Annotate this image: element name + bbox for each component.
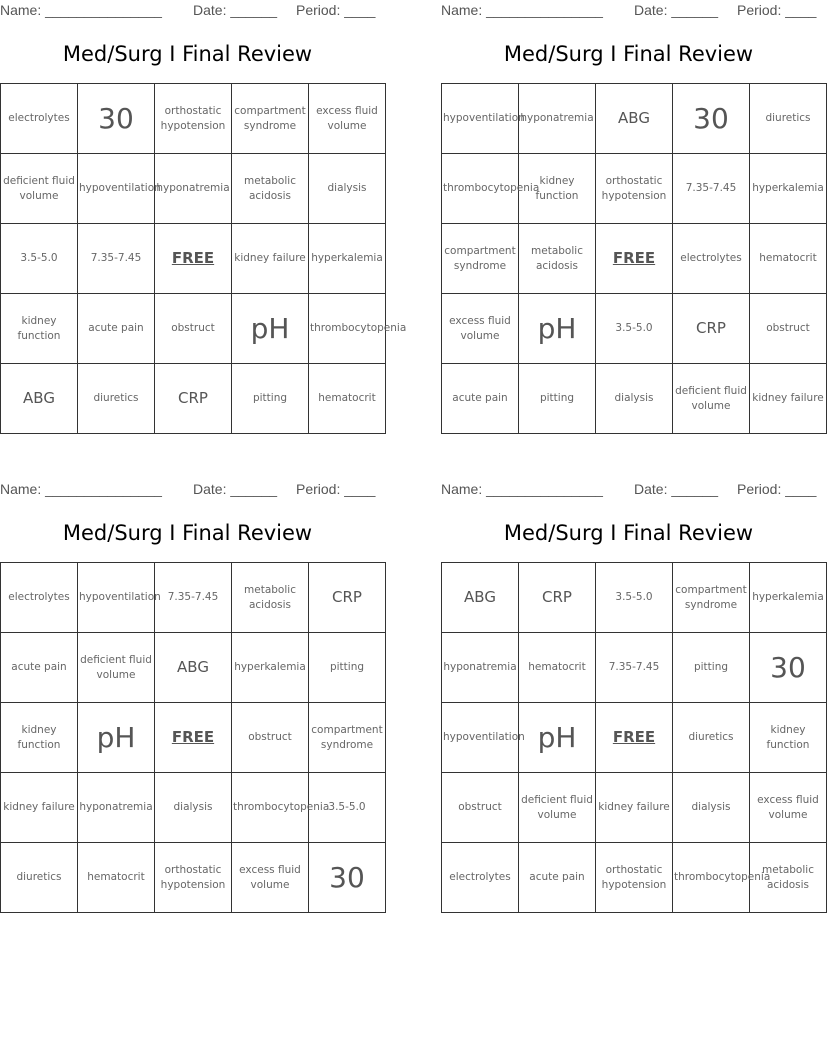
bingo-cell[interactable]: pH: [232, 294, 309, 364]
bingo-cell[interactable]: electrolytes: [442, 843, 519, 913]
bingo-cell[interactable]: 7.35-7.45: [673, 154, 750, 224]
bingo-cell[interactable]: acute pain: [442, 364, 519, 434]
bingo-cell[interactable]: pitting: [673, 633, 750, 703]
date-field[interactable]: Date: ______: [634, 481, 719, 497]
bingo-cell[interactable]: hematocrit: [750, 224, 827, 294]
bingo-cell[interactable]: hematocrit: [309, 364, 386, 434]
bingo-cell[interactable]: pitting: [309, 633, 386, 703]
bingo-cell[interactable]: kidney function: [519, 154, 596, 224]
bingo-cell[interactable]: compartment syndrome: [309, 703, 386, 773]
bingo-cell[interactable]: deficient fluid volume: [78, 633, 155, 703]
bingo-cell[interactable]: 7.35-7.45: [155, 563, 232, 633]
bingo-cell[interactable]: 3.5-5.0: [596, 563, 673, 633]
bingo-cell[interactable]: orthostatic hypotension: [596, 154, 673, 224]
bingo-cell[interactable]: kidney failure: [750, 364, 827, 434]
bingo-cell[interactable]: compartment syndrome: [442, 224, 519, 294]
bingo-cell[interactable]: dialysis: [309, 154, 386, 224]
bingo-cell[interactable]: 30: [750, 633, 827, 703]
bingo-cell[interactable]: 3.5-5.0: [596, 294, 673, 364]
name-field[interactable]: Name: _______________: [441, 481, 603, 497]
bingo-cell[interactable]: excess fluid volume: [442, 294, 519, 364]
bingo-cell[interactable]: 30: [78, 84, 155, 154]
bingo-cell[interactable]: compartment syndrome: [673, 563, 750, 633]
date-field[interactable]: Date: ______: [193, 2, 278, 18]
bingo-cell[interactable]: 30: [673, 84, 750, 154]
bingo-cell[interactable]: metabolic acidosis: [232, 563, 309, 633]
bingo-cell[interactable]: dialysis: [155, 773, 232, 843]
bingo-cell[interactable]: diuretics: [750, 84, 827, 154]
bingo-cell[interactable]: excess fluid volume: [309, 84, 386, 154]
name-field[interactable]: Name: _______________: [441, 2, 603, 18]
card-header: [441, 479, 816, 501]
bingo-cell[interactable]: acute pain: [78, 294, 155, 364]
bingo-cell[interactable]: CRP: [309, 563, 386, 633]
bingo-cell[interactable]: pH: [78, 703, 155, 773]
bingo-cell[interactable]: kidney failure: [596, 773, 673, 843]
period-field[interactable]: Period: ____: [296, 2, 376, 18]
bingo-cell[interactable]: orthostatic hypotension: [155, 84, 232, 154]
bingo-cell[interactable]: hyponatremia: [519, 84, 596, 154]
free-cell[interactable]: FREE: [596, 224, 673, 294]
bingo-cell[interactable]: dialysis: [673, 773, 750, 843]
bingo-cell[interactable]: kidney function: [1, 703, 78, 773]
bingo-cell[interactable]: kidney function: [1, 294, 78, 364]
bingo-cell[interactable]: hyponatremia: [155, 154, 232, 224]
bingo-cell[interactable]: thrombocytopenia: [309, 294, 386, 364]
bingo-cell[interactable]: hematocrit: [519, 633, 596, 703]
bingo-cell[interactable]: obstruct: [442, 773, 519, 843]
bingo-cell[interactable]: kidney failure: [1, 773, 78, 843]
bingo-cell[interactable]: metabolic acidosis: [750, 843, 827, 913]
bingo-cell[interactable]: orthostatic hypotension: [155, 843, 232, 913]
bingo-cell[interactable]: diuretics: [673, 703, 750, 773]
bingo-cell[interactable]: pitting: [232, 364, 309, 434]
bingo-grid: [0, 562, 386, 913]
period-field[interactable]: Period: ____: [296, 481, 376, 497]
bingo-cell[interactable]: 3.5-5.0: [309, 773, 386, 843]
bingo-cell[interactable]: obstruct: [750, 294, 827, 364]
bingo-cell[interactable]: hyperkalemia: [232, 633, 309, 703]
period-field[interactable]: Period: ____: [737, 2, 817, 18]
bingo-cell[interactable]: hyperkalemia: [750, 563, 827, 633]
card-header: [0, 0, 375, 22]
bingo-cell[interactable]: acute pain: [1, 633, 78, 703]
bingo-grid: [441, 562, 827, 913]
card-title: Med/Surg I Final Review: [503, 521, 754, 545]
bingo-cell[interactable]: diuretics: [78, 364, 155, 434]
bingo-cell[interactable]: 3.5-5.0: [1, 224, 78, 294]
bingo-cell[interactable]: electrolytes: [673, 224, 750, 294]
bingo-cell[interactable]: metabolic acidosis: [519, 224, 596, 294]
bingo-cell[interactable]: hypoventilation: [442, 703, 519, 773]
bingo-cell[interactable]: thrombocytopenia: [232, 773, 309, 843]
bingo-cell[interactable]: ABG: [596, 84, 673, 154]
bingo-cell[interactable]: hypoventilation: [78, 563, 155, 633]
bingo-cell[interactable]: acute pain: [519, 843, 596, 913]
bingo-cell[interactable]: excess fluid volume: [750, 773, 827, 843]
bingo-cell[interactable]: diuretics: [1, 843, 78, 913]
bingo-cell[interactable]: pH: [519, 294, 596, 364]
bingo-cell[interactable]: 30: [309, 843, 386, 913]
bingo-cell[interactable]: hypoventilation: [442, 84, 519, 154]
bingo-cell[interactable]: CRP: [155, 364, 232, 434]
bingo-card-1: [0, 0, 407, 407]
bingo-cell[interactable]: pitting: [519, 364, 596, 434]
bingo-cell[interactable]: thrombocytopenia: [442, 154, 519, 224]
bingo-grid: [441, 83, 827, 434]
bingo-cell[interactable]: deficient fluid volume: [519, 773, 596, 843]
bingo-cell[interactable]: deficient fluid volume: [1, 154, 78, 224]
bingo-cell[interactable]: hyperkalemia: [750, 154, 827, 224]
bingo-cell[interactable]: metabolic acidosis: [232, 154, 309, 224]
period-field[interactable]: Period: ____: [737, 481, 817, 497]
bingo-cell[interactable]: hyponatremia: [78, 773, 155, 843]
card-header: [0, 479, 375, 501]
bingo-cell[interactable]: excess fluid volume: [232, 843, 309, 913]
bingo-cell[interactable]: hematocrit: [78, 843, 155, 913]
bingo-cell[interactable]: thrombocytopenia: [673, 843, 750, 913]
bingo-card-3: [0, 479, 383, 894]
card-title: Med/Surg I Final Review: [62, 42, 313, 66]
bingo-cell[interactable]: kidney failure: [232, 224, 309, 294]
bingo-grid: [0, 83, 407, 434]
bingo-cell[interactable]: hyponatremia: [442, 633, 519, 703]
free-cell[interactable]: FREE: [155, 224, 232, 294]
bingo-cell[interactable]: CRP: [673, 294, 750, 364]
name-field[interactable]: Name: _______________: [0, 2, 162, 18]
bingo-card-4: [441, 479, 824, 891]
bingo-cell[interactable]: electrolytes: [1, 84, 78, 154]
bingo-cell[interactable]: 7.35-7.45: [596, 633, 673, 703]
bingo-cell[interactable]: CRP: [519, 563, 596, 633]
date-field[interactable]: Date: ______: [193, 481, 278, 497]
bingo-cell[interactable]: ABG: [1, 364, 78, 434]
bingo-cell[interactable]: obstruct: [155, 294, 232, 364]
date-field[interactable]: Date: ______: [634, 2, 719, 18]
card-header: [441, 0, 816, 22]
bingo-cell[interactable]: ABG: [442, 563, 519, 633]
name-field[interactable]: Name: _______________: [0, 481, 162, 497]
bingo-cell[interactable]: dialysis: [596, 364, 673, 434]
free-cell[interactable]: FREE: [155, 703, 232, 773]
bingo-cell[interactable]: 7.35-7.45: [78, 224, 155, 294]
bingo-cell[interactable]: electrolytes: [1, 563, 78, 633]
bingo-cell[interactable]: compartment syndrome: [232, 84, 309, 154]
card-title: Med/Surg I Final Review: [62, 521, 313, 545]
bingo-cell[interactable]: deficient fluid volume: [673, 364, 750, 434]
bingo-cell[interactable]: obstruct: [232, 703, 309, 773]
bingo-cell[interactable]: pH: [519, 703, 596, 773]
bingo-cell[interactable]: orthostatic hypotension: [596, 843, 673, 913]
bingo-cell[interactable]: hypoventilation: [78, 154, 155, 224]
free-cell[interactable]: FREE: [596, 703, 673, 773]
bingo-cell[interactable]: ABG: [155, 633, 232, 703]
bingo-cell[interactable]: hyperkalemia: [309, 224, 386, 294]
bingo-card-2: [441, 0, 824, 412]
card-title: Med/Surg I Final Review: [503, 42, 754, 66]
bingo-cell[interactable]: kidney function: [750, 703, 827, 773]
